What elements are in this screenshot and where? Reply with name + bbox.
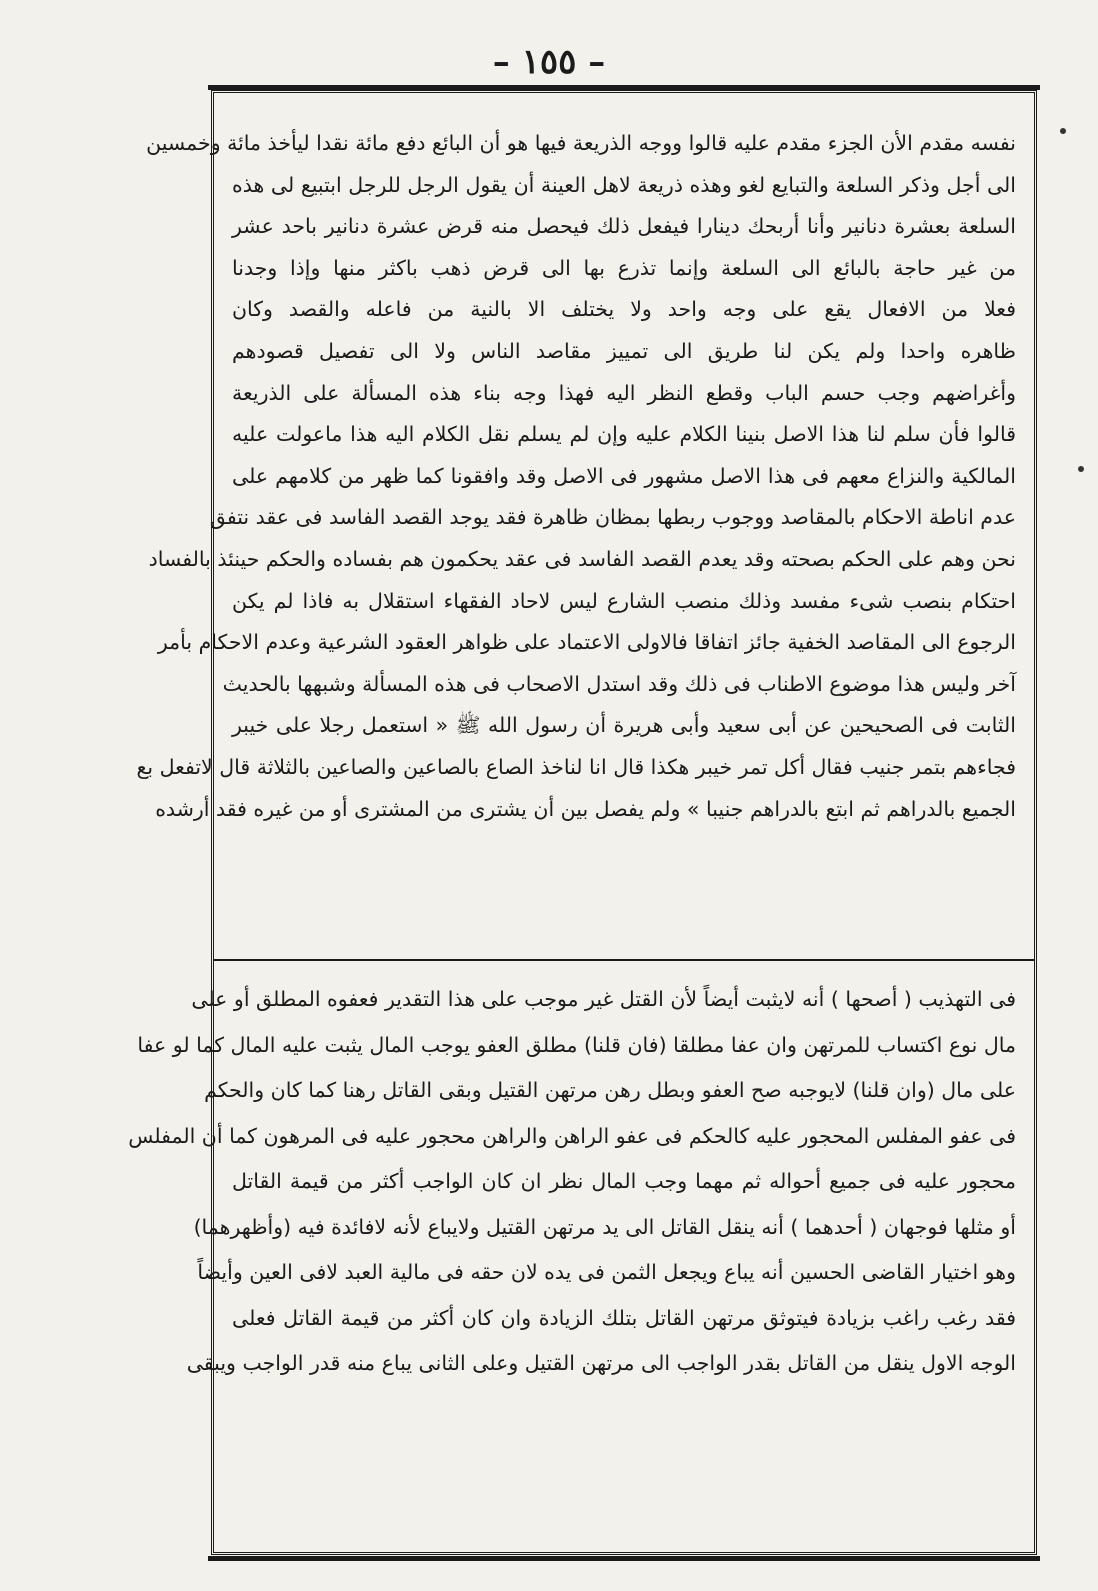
main-line: قالوا فأن سلم لنا هذا الاصل بنينا الكلام عليه وإن لم يسلم نقل الكلام اليه هذا ماعولت عليه xyxy=(232,422,1016,447)
footnote-line: فقد رغب راغب بزيادة فيتوثق مرتهن القاتل بتلك الزيادة وان كان أكثر من قيمة القاتل فعلى xyxy=(232,1305,1016,1330)
main-line: آخر وليس هذا موضوع الاطناب فى ذلك وقد استدل الاصحاب فى هذه المسألة وشبهها بالحديث xyxy=(222,671,1016,696)
footnote-line: مال نوع اكتساب للمرتهن وان عفا مطلقا (فان قلنا) مطلق العفو يوجب المال يثبت عليه المال كما لو عفا xyxy=(137,1032,1016,1057)
main-line: المالكية والنزاع معهم فى هذا الاصل مشهور فى الاصل وقد وافقونا كما ظهر من كلامهم على xyxy=(232,463,1016,488)
footnote-line: على مال (وان قلنا) لايوجبه صح العفو وبطل رهن مرتهن القتيل وبقى القاتل رهنا كما كان والحكم xyxy=(204,1078,1016,1102)
footnote-line: محجور عليه فى جميع أحواله ثم مهما وجب المال نظر ان كان الواجب أكثر من قيمة القاتل xyxy=(232,1169,1016,1193)
main-line: نفسه مقدم الأن الجزء مقدم عليه قالوا ووجه الذريعة فيها هو أن البائع دفع مائة نقدا ليأخذ مائة وخمسين xyxy=(146,131,1016,155)
footnote-line: الوجه الاول ينقل من القاتل بقدر الواجب الى مرتهن القتيل وعلى الثانى يباع منه قدر الواجب ويبقى xyxy=(186,1351,1016,1375)
footnote-line: فى عفو المفلس المحجور عليه كالحكم فى عفو الراهن والراهن محجور عليه فى المرهون كما أن المفلس xyxy=(128,1123,1016,1148)
main-line: السلعة بعشرة دنانير وأنا أربحك دينارا فيفعل ذلك فيحصل منه قرض عشرة دنانير باحد عشر xyxy=(232,214,1016,239)
footnote-line: وهو اختيار القاضى الحسين أنه يباع ويجعل الثمن فى يده لان حقه فى مالية العبد لافى العين وأيضاً xyxy=(197,1260,1016,1284)
main-line: الى أجل وذكر السلعة والتبايع لغو وهذه ذريعة لاهل العينة أن يقول الرجل للرجل ابتبيع لى هذه xyxy=(232,172,1016,197)
main-line: الجميع بالدراهم ثم ابتع بالدراهم جنيبا » ولم يفصل بين أن يشترى من المشترى أو من غيره فقد أرشده xyxy=(155,796,1016,821)
main-line: الثابت فى الصحيحين عن أبى سعيد وأبى هريرة أن رسول الله ﷺ « استعمل رجلا على خيبر xyxy=(232,713,1016,738)
main-line: فجاءهم بتمر جنيب فقال أكل تمر خيبر هكذا قال انا لناخذ الصاع بالصاعين والصاعين بالثلاثة قال لاتفعل بع xyxy=(136,754,1016,779)
footnote-line: فى التهذيب ( أصحها ) أنه لايثبت أيضاً لأن القتل غير موجب على هذا التقدير فعفوه المطلق أو على xyxy=(191,987,1016,1011)
main-line: الرجوع الى المقاصد الخفية جائز اتفاقا فالاولى الاعتماد على ظواهر العقود الشرعية وعدم الاحكام بأمر xyxy=(157,630,1016,655)
main-line: من غير حاجة بالبائع الى السلعة وإنما تذرع بها الى قرض ذهب باكثر منها وإذا وجدنا xyxy=(232,255,1016,280)
main-line: احتكام بنصب شىء مفسد وذلك منصب الشارع ليس لاحاد الفقهاء استقلال به فاذا لم يكن xyxy=(232,588,1016,613)
main-line: عدم اناطة الاحكام بالمقاصد ووجوب ربطها بمظان ظاهرة فقد يوجد القصد الفاسد فى عقد نتفق xyxy=(209,505,1016,530)
text-frame xyxy=(128,90,1037,1555)
main-line: ظاهره واحدا ولم يكن لنا طريق الى تمييز مقاصد الناس ولا الى تفصيل قصودهم xyxy=(232,338,1016,363)
main-line: وأغراضهم وجب حسم الباب وقطع النظر اليه فهذا وجه بناء هذه المسألة على الذريعة xyxy=(232,380,1016,405)
margin-mark-middle xyxy=(1078,466,1084,472)
page-number: – ١٥٥ – xyxy=(492,42,606,82)
footnote-text xyxy=(128,977,1016,1387)
main-text xyxy=(136,123,1016,830)
margin-mark-top xyxy=(1060,128,1066,134)
main-line: فعلا من الافعال يقع على وجه واحد ولا يختلف الا بالنية من فاعله والقصد وكان xyxy=(232,297,1016,322)
footnote-line: أو مثلها فوجهان ( أحدهما ) أنه ينقل القاتل الى يد مرتهن القتيل ولايباع لأنه لافائدة فيه (وأظهرهما) xyxy=(193,1214,1016,1239)
main-line: نحن وهم على الحكم بصحته وقد يعدم القصد الفاسد فى عقد يحكمون هم بفساده والحكم حينئذ بالفساد xyxy=(148,546,1016,571)
footnote-divider xyxy=(214,959,1034,961)
